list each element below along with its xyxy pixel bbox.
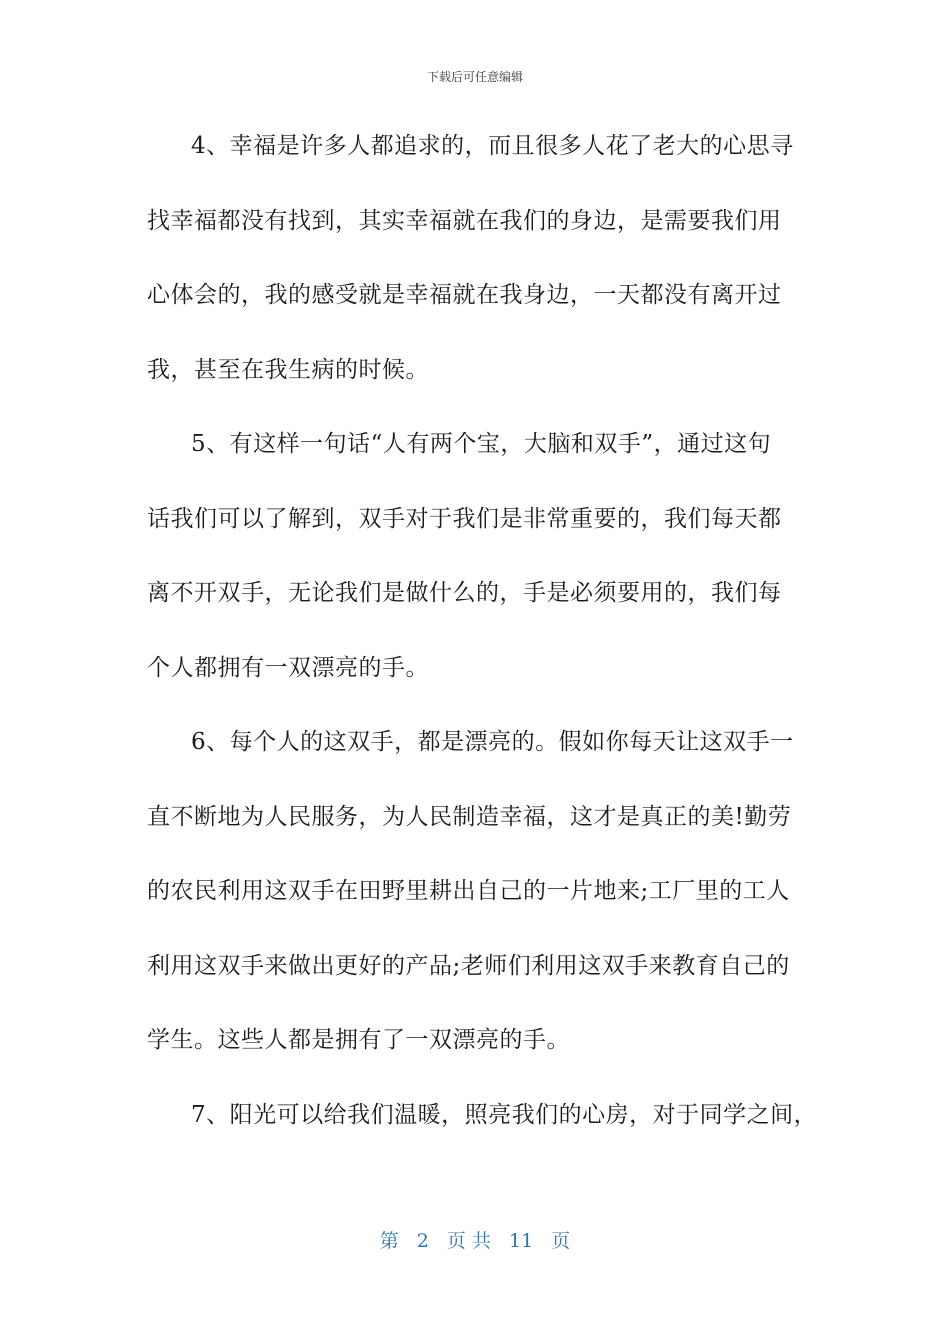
paragraph-line: 利用这双手来做出更好的产品;老师们利用这双手来教育自己的 <box>147 952 790 979</box>
current-page-number: 2 <box>416 1230 429 1252</box>
paragraph-line: 的农民利用这双手在田野里耕出自己的一片地来;工厂里的工人 <box>147 878 790 904</box>
total-page-count: 11 <box>509 1230 534 1252</box>
paragraph-line: 5、有这样一句话“人有两个宝，大脑和双手”，通过这句 <box>191 431 772 457</box>
page-header: 下载后可任意编辑 <box>426 70 523 84</box>
paragraph-line: 找幸福都没有找到，其实幸福就在我们的身边，是需要我们用 <box>147 207 782 234</box>
paragraph-line: 话我们可以了解到，双手对于我们是非常重要的，我们每天都 <box>147 505 782 532</box>
paragraph-line: 7、阳光可以给我们温暖，照亮我们的心房，对于同学之间， <box>191 1101 818 1128</box>
paragraph-line: 直不断地为人民服务，为人民制造幸福，这才是真正的美!勤劳 <box>147 803 792 830</box>
footer-suffix: 页 <box>551 1230 571 1252</box>
paragraph-line: 个人都拥有一双漂亮的手。 <box>147 654 429 681</box>
footer-prefix: 第 <box>379 1230 399 1252</box>
paragraph-line: 我，甚至在我生病的时候。 <box>147 356 429 383</box>
page-number-footer <box>0 1226 950 1253</box>
document-body <box>147 112 818 1155</box>
paragraph-line: 4、幸福是许多人都追求的，而且很多人花了老大的心思寻 <box>191 133 794 159</box>
paragraph-line: 学生。这些人都是拥有了一双漂亮的手。 <box>147 1027 570 1053</box>
paragraph-line: 离不开双手，无论我们是做什么的，手是必须要用的，我们每 <box>147 580 782 606</box>
paragraph-line: 6、每个人的这双手，都是漂亮的。假如你每天让这双手一 <box>191 729 794 755</box>
footer-middle: 页 共 <box>446 1230 491 1252</box>
paragraph-line: 心体会的，我的感受就是幸福就在我身边，一天都没有离开过 <box>147 282 782 308</box>
